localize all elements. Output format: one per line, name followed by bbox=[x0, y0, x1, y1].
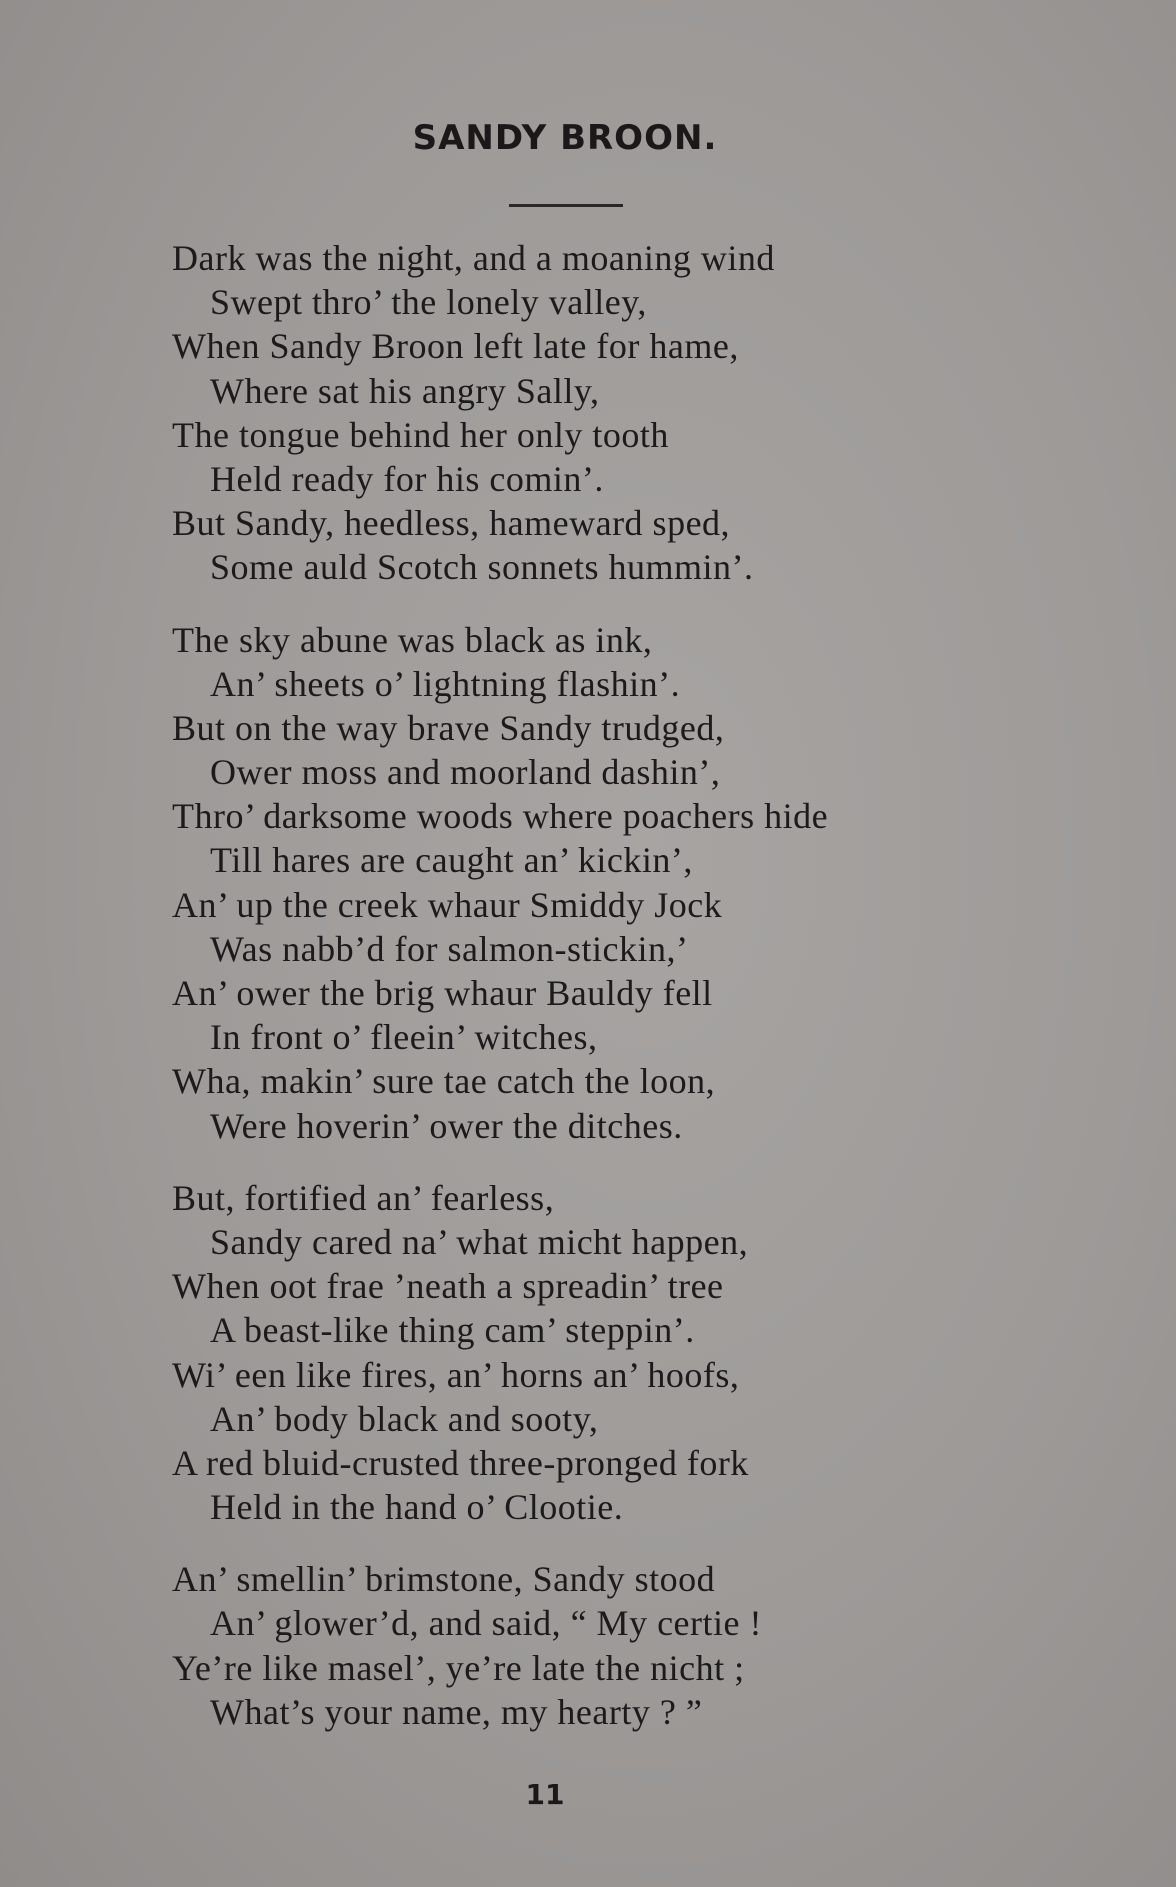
poem-line: Wha, makin’ sure tae catch the loon, bbox=[172, 1061, 716, 1102]
poem-line: Was nabb’d for salmon-stickin,’ bbox=[210, 928, 689, 969]
poem-line: Where sat his angry Sally, bbox=[210, 370, 600, 411]
poem-line: The tongue behind her only tooth bbox=[172, 414, 669, 455]
poem-line: An’ up the creek whaur Smiddy Jock bbox=[172, 884, 723, 925]
poem-title: SANDY BROON. bbox=[412, 118, 718, 158]
poem-line: Held ready for his comin’. bbox=[210, 458, 604, 499]
poem-line: A beast-like thing cam’ steppin’. bbox=[210, 1310, 695, 1351]
poem-line: Till hares are caught an’ kickin’, bbox=[210, 840, 693, 881]
poem-line: But, fortified an’ fearless, bbox=[172, 1177, 555, 1218]
poem-line: Held in the hand o’ Clootie. bbox=[210, 1487, 624, 1528]
poem-line: The sky abune was black as ink, bbox=[172, 619, 653, 660]
poem-line: When Sandy Broon left late for hame, bbox=[172, 326, 739, 367]
poem-body bbox=[172, 236, 1152, 1734]
poem-line: A red bluid-crusted three-pronged fork bbox=[172, 1442, 749, 1483]
poem-line: Sandy cared na’ what micht happen, bbox=[210, 1221, 749, 1262]
poem-line: Ower moss and moorland dashin’, bbox=[210, 752, 721, 793]
poem-line: But Sandy, heedless, hameward sped, bbox=[172, 503, 731, 544]
stanza-4 bbox=[172, 1557, 1152, 1734]
poem-line: Swept thro’ the lonely valley, bbox=[210, 282, 647, 323]
stanza-3 bbox=[172, 1176, 1152, 1530]
poem-line: An’ glower’d, and said, “ My certie ! bbox=[210, 1603, 762, 1644]
poem-line: An’ sheets o’ lightning flashin’. bbox=[210, 663, 681, 704]
poem-line: Dark was the night, and a moaning wind bbox=[172, 238, 775, 278]
stanza-1 bbox=[172, 236, 1152, 590]
stanza-2 bbox=[172, 618, 1152, 1148]
poem-line: Ye’re like masel’, ye’re late the nicht ; bbox=[172, 1647, 745, 1688]
poem-line: Some auld Scotch sonnets hummin’. bbox=[210, 547, 754, 588]
poem-line: Wi’ een like fires, an’ horns an’ hoofs, bbox=[172, 1354, 740, 1395]
poem-line: In front o’ fleein’ witches, bbox=[210, 1017, 598, 1058]
poem-line: What’s your name, my hearty ? ” bbox=[210, 1691, 703, 1732]
poem-line: An’ smellin’ brimstone, Sandy stood bbox=[172, 1559, 716, 1600]
page-number: 11 bbox=[525, 1778, 565, 1811]
poem-line: But on the way brave Sandy trudged, bbox=[172, 707, 725, 748]
poem-line: An’ ower the brig whaur Bauldy fell bbox=[172, 973, 713, 1013]
poem-line: Thro’ darksome woods where poachers hide bbox=[172, 796, 829, 837]
title-divider bbox=[509, 204, 623, 207]
poem-line: When oot frae ’neath a spreadin’ tree bbox=[172, 1266, 724, 1307]
poem-line: Were hoverin’ ower the ditches. bbox=[210, 1105, 683, 1146]
poem-line: An’ body black and sooty, bbox=[210, 1398, 599, 1439]
